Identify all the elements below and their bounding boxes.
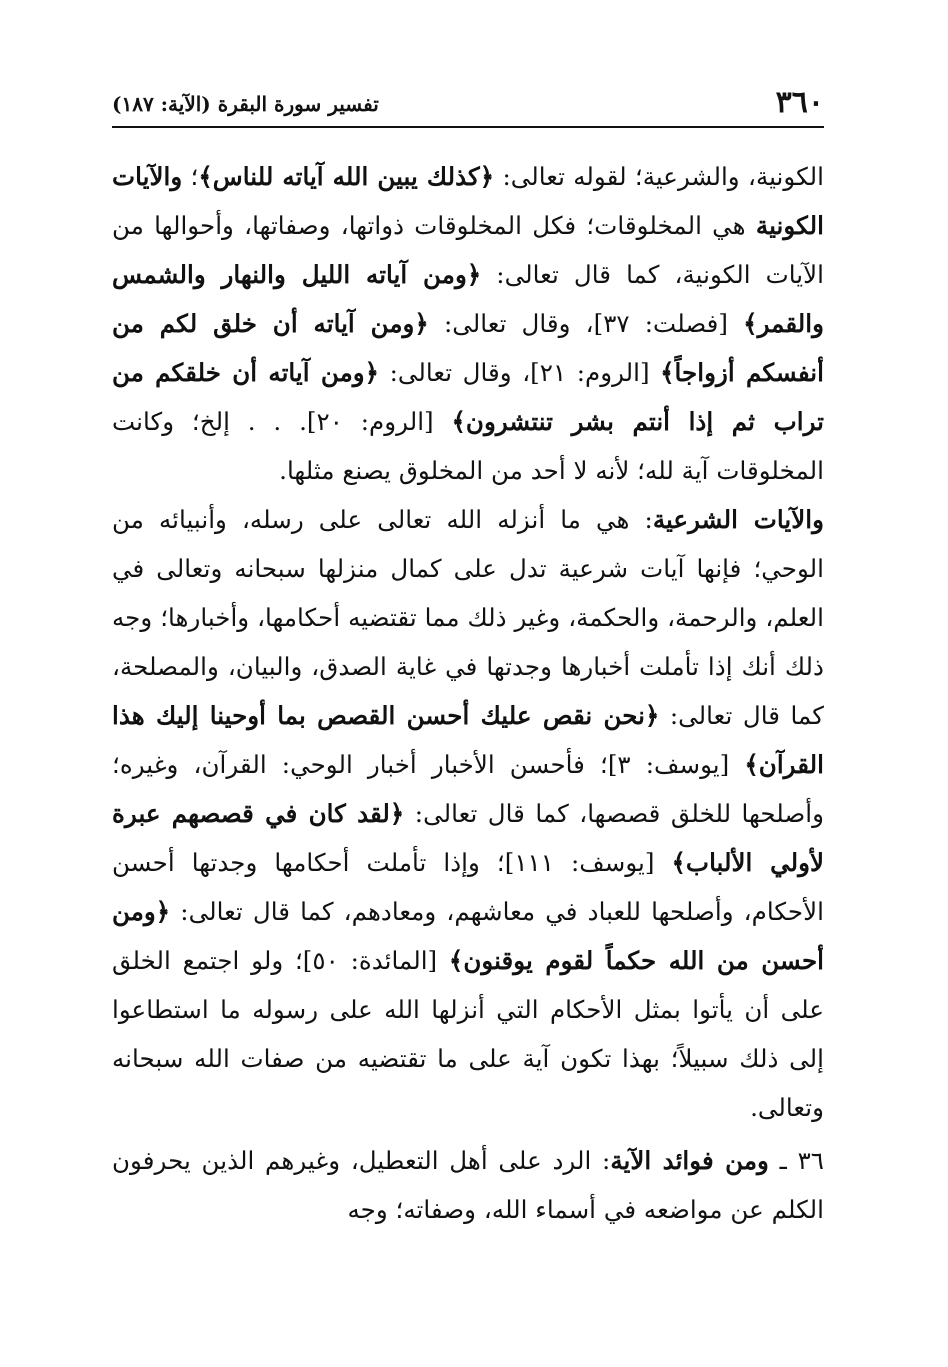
text-run: : هي ما أنزله الله تعالى على رسله، وأنبيائه من الوحي؛ فإنها آيات شرعية تدل على كمال منزلها سبحانه وتعالى في العلم، والرحمة، والحكمة، وغير ذلك مما تقتضيه أحكامها، وأخبارها؛ وجه ذلك أنك إذا تأملت أخبارها وجدتها في غاية الصدق، والبيان، والمصلحة، كما قال تعالى:: [112, 505, 824, 730]
bold-term: ومن فوائد الآية: [610, 1146, 769, 1175]
text-run: ؛: [182, 162, 199, 191]
quran-verse: ﴿ومن أحسن من الله حكماً لقوم يوقنون﴾: [112, 897, 824, 975]
quran-verse: ﴿كذلك يبين الله آياته للناس﴾: [198, 162, 495, 191]
text-run: [الروم: ٢١]، وقال تعالى:: [379, 358, 661, 387]
text-run: [الروم: ٢٠]. . . إلخ؛ وكانت المخلوقات آية لله؛ لأنه لا أحد من المخلوق يصنع مثلها.: [112, 407, 824, 485]
text-run: : الرد على أهل التعطيل، وغيرهم الذين يحرفون الكلم عن مواضعه في أسماء الله، وصفاته؛ وجه: [112, 1146, 824, 1224]
running-title: تفسير سورة البقرة (الآية: ١٨٧): [112, 92, 379, 116]
page-header: [112, 84, 824, 128]
text-run: [يوسف: ٣]؛ فأحسن الأخبار أخبار الوحي: القرآن، وغيره؛ وأصلحها للخلق قصصها، كما قال تعالى:: [112, 750, 824, 828]
paragraph-cosmic-signs: [112, 152, 824, 495]
body-text: [112, 152, 824, 1312]
bold-term: والآيات الكونية: [112, 162, 824, 240]
quran-verse: ﴿ومن آياته أن خلق لكم من أنفسكم أزواجاً﴾: [112, 309, 824, 387]
text-run: [يوسف: ١١١]؛ وإذا تأملت أحكامها وجدتها أحسن الأحكام، وأصلحها للعباد في معاشهم، ومعادهم، كما قال تعالى:: [112, 848, 824, 926]
text-run: الكونية، والشرعية؛ لقوله تعالى:: [494, 162, 824, 191]
text-run: [فصلت: ٣٧]، وقال تعالى:: [428, 309, 744, 338]
text-run: [المائدة: ٥٠]؛ ولو اجتمع الخلق على أن يأتوا بمثل الأحكام التي أنزلها الله على رسوله ما استطاعوا إلى ذلك سبيلاً؛ بهذا تكون آية على ما تقتضيه من صفات الله سبحانه وتعالى.: [112, 946, 824, 1122]
quran-verse: ﴿ومن آياته الليل والنهار والشمس والقمر﴾: [112, 260, 824, 338]
paragraph-legal-signs: [112, 495, 824, 1132]
page-number: ٣٦٠: [775, 85, 824, 120]
paragraph-benefit-36: [112, 1136, 824, 1234]
quran-verse: ﴿ومن آياته أن خلقكم من تراب ثم إذا أنتم بشر تنتشرون﴾: [112, 358, 824, 436]
text-run: ٣٦ ـ: [768, 1146, 824, 1175]
quran-verse: ﴿لقد كان في قصصهم عبرة لأولي الألباب﴾: [112, 799, 824, 877]
quran-verse: ﴿نحن نقص عليك أحسن القصص بما أوحينا إليك هذا القرآن﴾: [112, 701, 824, 779]
text-run: هي المخلوقات؛ فكل المخلوقات ذواتها، وصفاتها، وأحوالها من الآيات الكونية، كما قال تعالى:: [112, 211, 824, 289]
bold-term: والآيات الشرعية: [652, 505, 824, 534]
